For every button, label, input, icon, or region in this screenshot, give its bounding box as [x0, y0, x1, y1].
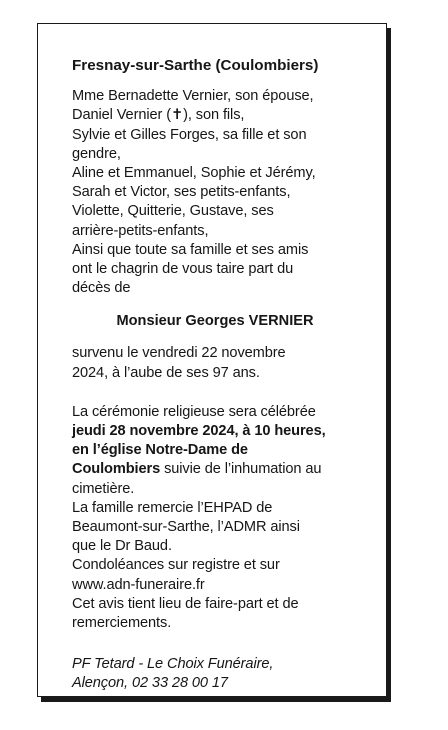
- family-line: Sarah et Victor, ses petits-enfants,: [72, 184, 291, 201]
- funeral-home-name: PF Tetard - Le Choix Funéraire,: [72, 656, 274, 673]
- family-list: [72, 87, 372, 298]
- town-heading: Fresnay-sur-Sarthe (Coulombiers): [72, 57, 319, 74]
- thanks-info: [72, 499, 372, 633]
- family-line: arrière-petits-enfants,: [72, 222, 209, 239]
- family-line: Sylvie et Gilles Forges, sa fille et son: [72, 126, 307, 143]
- website-text: www.adn-funeraire.fr: [72, 576, 205, 593]
- ceremony-date: jeudi 28 novembre 2024, à 10 heures,: [72, 423, 326, 440]
- family-line: Aline et Emmanuel, Sophie et Jérémy,: [72, 165, 316, 182]
- notice-content: [72, 56, 372, 694]
- family-line: gendre,: [72, 145, 121, 162]
- family-line: Mme Bernadette Vernier, son épouse,: [72, 88, 314, 105]
- ceremony-line: La cérémonie religieuse sera célébrée: [72, 403, 316, 420]
- death-info: [72, 344, 372, 382]
- ceremony-burial: suivie de l’inhumation au: [160, 461, 322, 478]
- family-line: Violette, Quitterie, Gustave, ses: [72, 203, 274, 220]
- ceremony-info: [72, 403, 372, 499]
- ceremony-line: [72, 460, 372, 479]
- family-line: Ainsi que toute sa famille et ses amis: [72, 241, 309, 258]
- thanks-line: Cet avis tient lieu de faire-part et de: [72, 595, 299, 612]
- ceremony-church: en l’église Notre-Dame de: [72, 442, 248, 459]
- deceased-name: [72, 312, 372, 331]
- thanks-line: Beaumont-sur-Sarthe, l’ADMR ainsi: [72, 519, 300, 536]
- spacer: [72, 383, 372, 403]
- family-line: Daniel Vernier (✝), son fils,: [72, 107, 245, 124]
- death-line: 2024, à l’aube de ses 97 ans.: [72, 364, 260, 381]
- family-line: décès de: [72, 280, 131, 297]
- funeral-home-signature: [72, 655, 372, 693]
- thanks-line: remerciements.: [72, 615, 172, 632]
- spacer: [72, 633, 372, 655]
- funeral-home-phone: Alençon, 02 33 28 00 17: [72, 675, 228, 692]
- deceased-last-name: VERNIER: [248, 313, 314, 330]
- deceased-first-name: Monsieur Georges: [116, 313, 249, 330]
- obituary-notice: [37, 23, 387, 697]
- ceremony-line: cimetière.: [72, 480, 135, 497]
- condolences-line: Condoléances sur registre et sur: [72, 557, 280, 574]
- thanks-line: La famille remercie l’EHPAD de: [72, 499, 273, 516]
- thanks-line: que le Dr Baud.: [72, 538, 172, 555]
- ceremony-place: Coulombiers: [72, 461, 161, 478]
- death-line: survenu le vendredi 22 novembre: [72, 345, 286, 362]
- family-line: ont le chagrin de vous taire part du: [72, 261, 294, 278]
